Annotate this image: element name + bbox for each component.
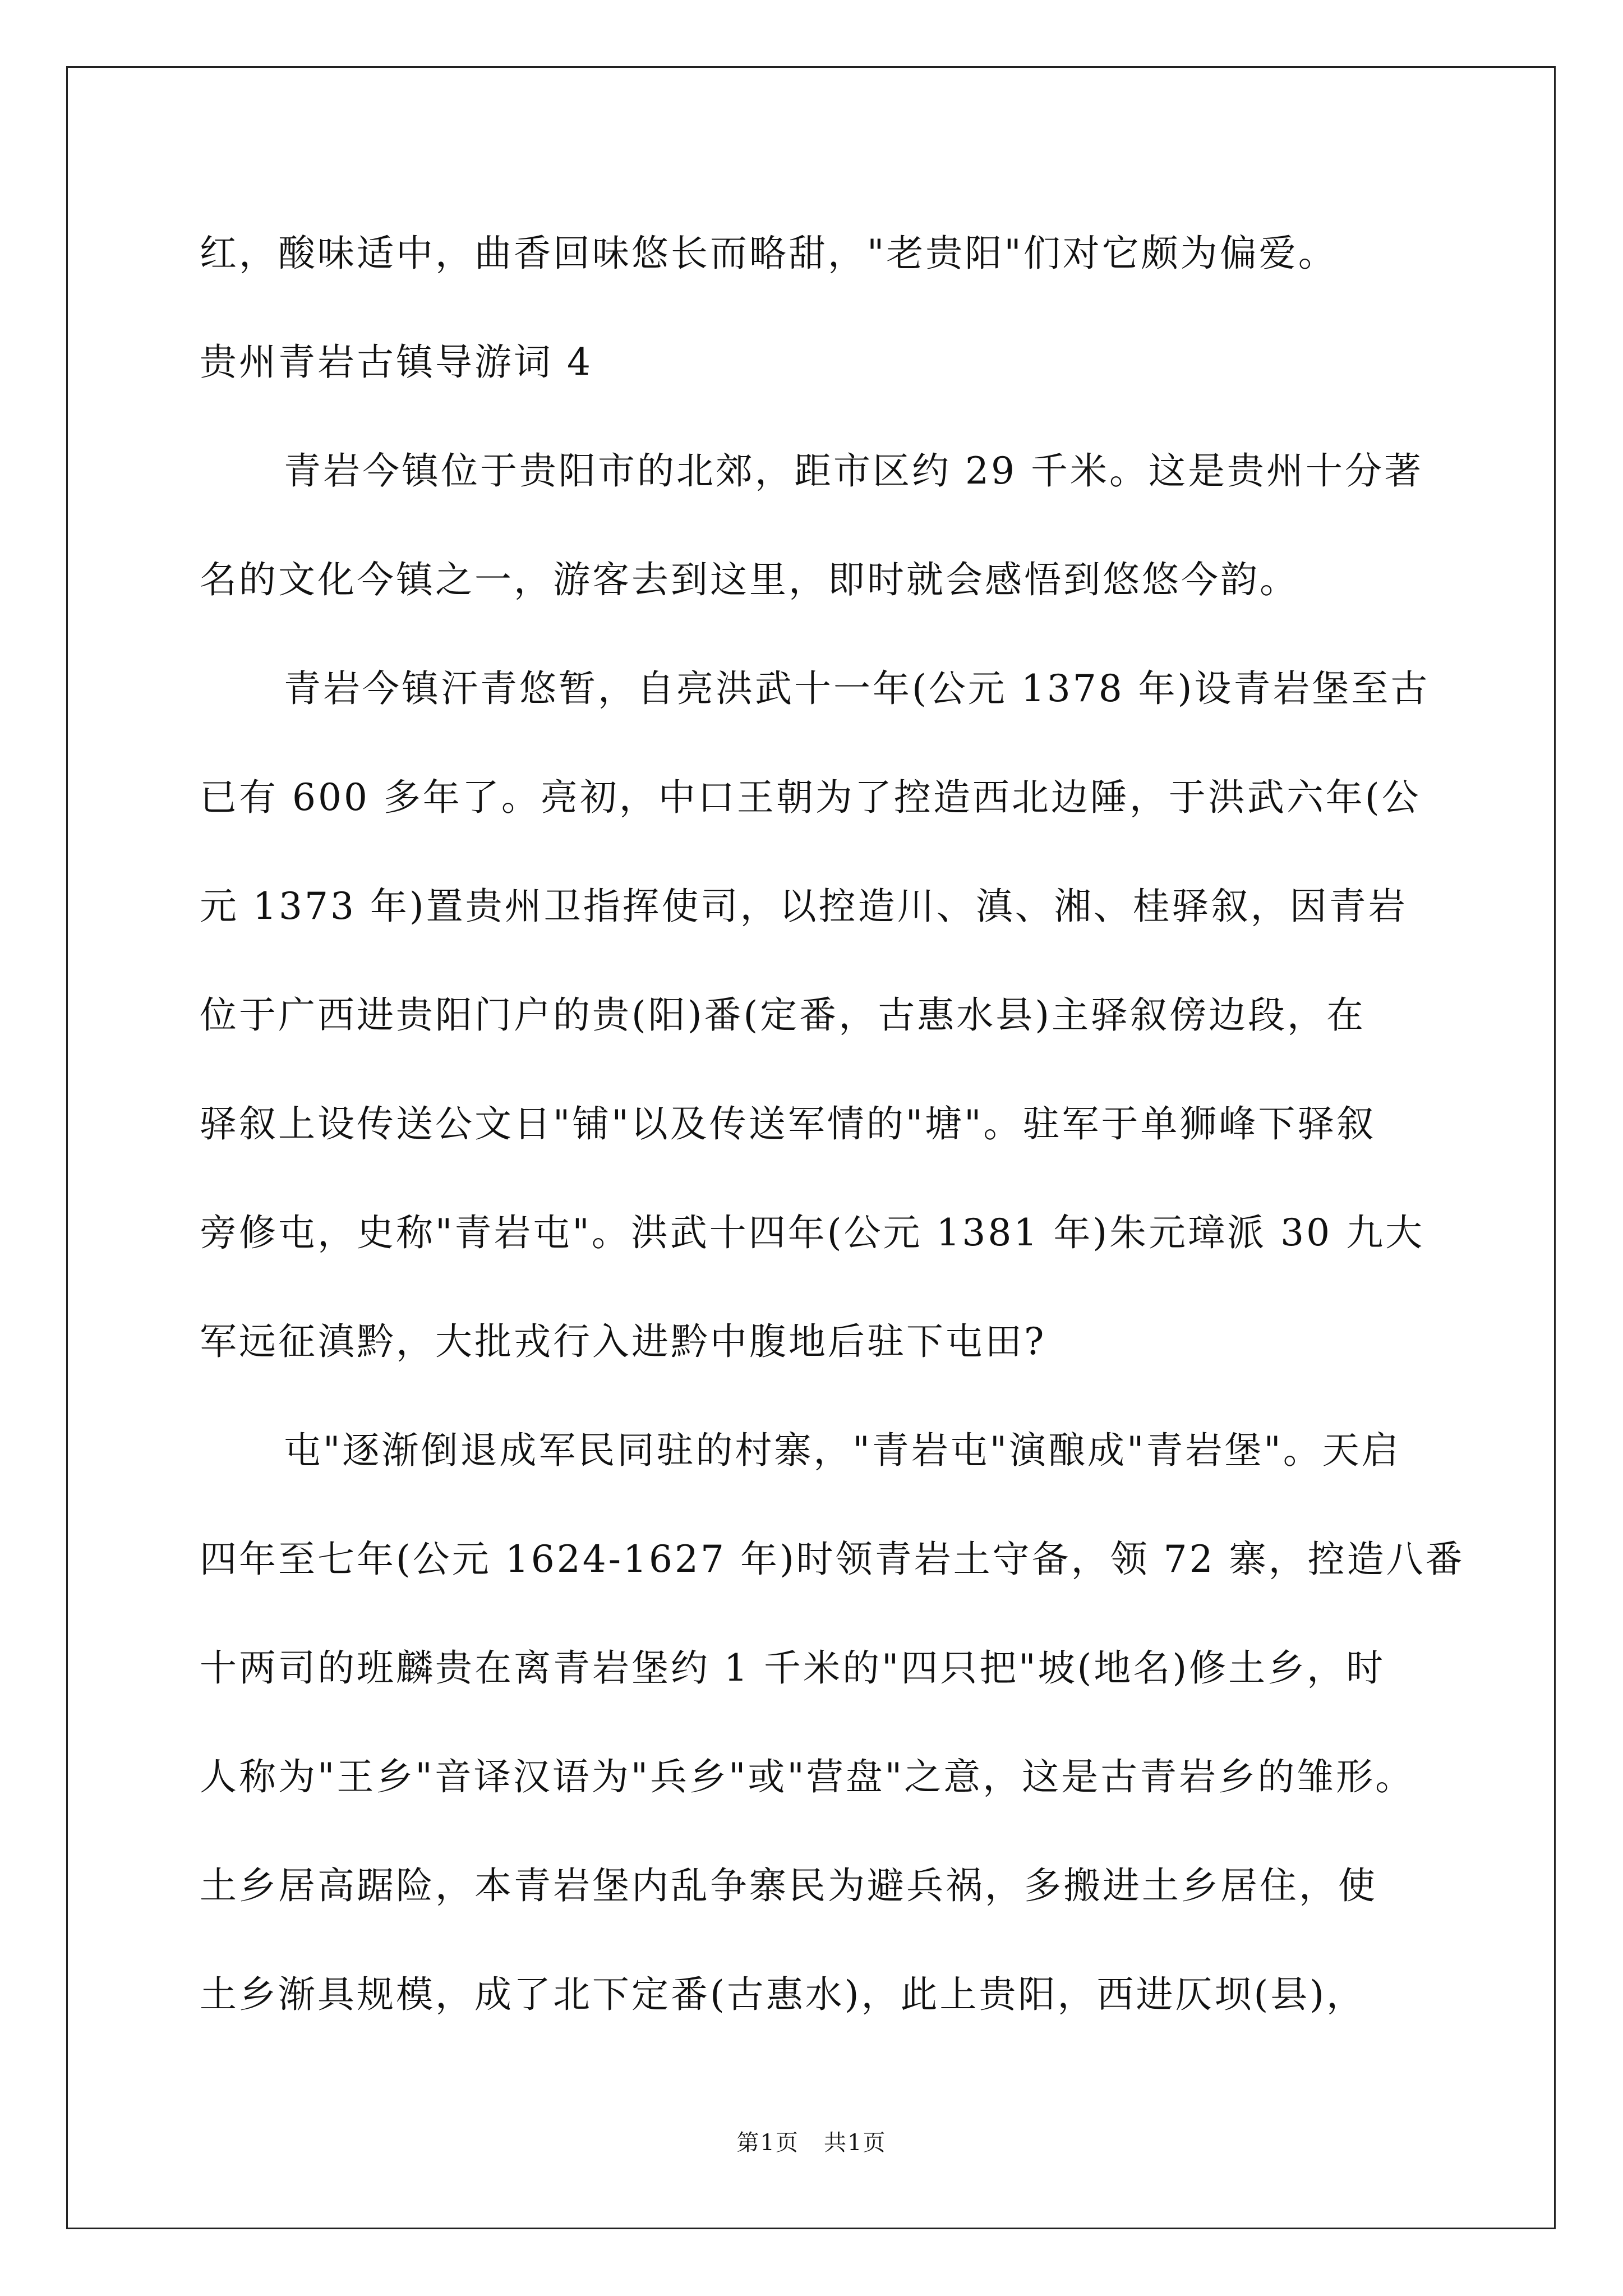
- section-heading: 贵州青岩古镇导游词 4: [200, 341, 593, 384]
- text-line: 元 1373 年)置贵州卫指挥使司，以控造川、滇、湘、桂驿叙，因青岩: [200, 885, 1408, 928]
- text-line: 旁修屯，史称"青岩屯"。洪武十四年(公元 1381 年)朱元璋派 30 九大: [200, 1211, 1425, 1254]
- paragraph-first-line: 青岩今镇汗青悠暂，自亮洪武十一年(公元 1378 年)设青岩堡至古: [284, 667, 1430, 710]
- text-line: 位于广西进贵阳门户的贵(阳)番(定番，古惠水县)主驿叙傍边段，在: [200, 993, 1366, 1037]
- text-line: 四年至七年(公元 1624-1627 年)时领青岩土守备，领 72 寨，控造八番: [200, 1538, 1465, 1581]
- page-footer: 第1页 共1页: [736, 2130, 887, 2156]
- text-line: 红，酸味适中，曲香回味悠长而略甜，"老贵阳"们对它颇为偏爱。: [200, 232, 1338, 275]
- text-line: 人称为"王乡"音译汉语为"兵乡"或"营盘"之意，这是古青岩乡的雏形。: [200, 1755, 1415, 1798]
- text-line: 土乡居高踞险，本青岩堡内乱争寨民为避兵祸，多搬进土乡居住，使: [200, 1864, 1377, 1907]
- document-body: [200, 199, 1465, 2049]
- text-line: 土乡渐具规模，成了北下定番(古惠水)，此上贵阳，西进仄坝(县)，: [200, 1973, 1366, 2016]
- text-line: 已有 600 多年了。亮初，中口王朝为了控造西北边陲，于洪武六年(公: [200, 776, 1421, 819]
- text-line: 军远征滇黔，大批戎行入进黔中腹地后驻下屯田?: [200, 1320, 1046, 1363]
- text-line: 十两司的班麟贵在离青岩堡约 1 千米的"四只把"坡(地名)修土乡，时: [200, 1646, 1386, 1690]
- text-line: 驿叙上设传送公文日"铺"以及传送军情的"塘"。驻军于单狮峰下驿叙: [200, 1102, 1376, 1145]
- paragraph-first-line: 屯"逐渐倒退成军民同驻的村寨，"青岩屯"演酿成"青岩堡"。天启: [284, 1429, 1401, 1472]
- text-line: 名的文化今镇之一，游客去到这里，即时就会感悟到悠悠今韵。: [200, 558, 1299, 601]
- paragraph-first-line: 青岩今镇位于贵阳市的北郊，距市区约 29 千米。这是贵州十分著: [284, 449, 1423, 493]
